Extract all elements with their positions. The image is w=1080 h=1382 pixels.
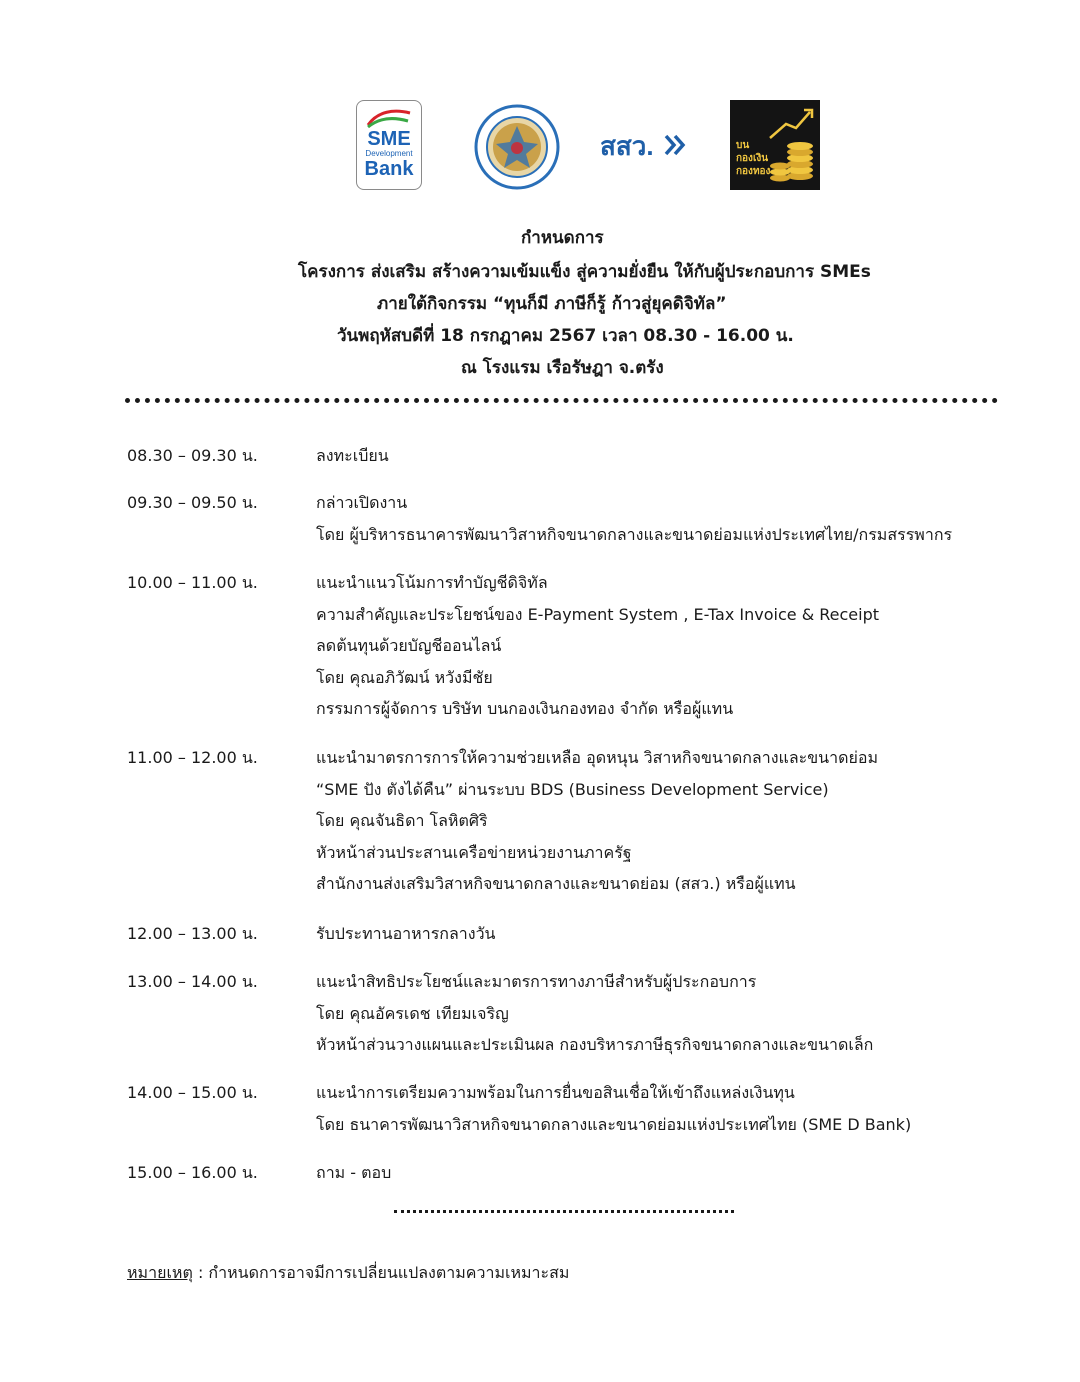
osmep-logo: [600, 128, 690, 162]
schedule-details: [316, 742, 878, 900]
end-divider: [394, 1210, 734, 1213]
sme-development-bank-logo: [356, 100, 422, 190]
revenue-seal-icon: [474, 104, 560, 190]
bon-logo-line3: กองทอง: [736, 166, 771, 177]
schedule-line: กล่าวเปิดงาน: [316, 493, 408, 512]
sme-logo-word: SME: [367, 128, 411, 150]
bon-logo-line2: กองเงิน: [736, 153, 769, 164]
schedule-line: หัวหน้าส่วนประสานเครือข่ายหน่วยงานภาครัฐ: [316, 842, 632, 862]
footnote-separator: :: [192, 1263, 209, 1282]
schedule-details: [316, 966, 873, 1061]
schedule-line: ถาม - ตอบ: [316, 1163, 392, 1182]
schedule-line: กรรมการผู้จัดการ บริษัท บนกองเงินกองทอง จำกัด หรือผู้แทน: [316, 699, 734, 718]
schedule-line: สำนักงานส่งเสริมวิสาหกิจขนาดกลางและขนาดย่อม (สสว.) หรือผู้แทน: [316, 874, 796, 893]
project-name: โครงการ ส่งเสริม สร้างความเข้มแข็ง สู่ความยั่งยืน ให้กับผู้ประกอบการ SMEs: [298, 262, 871, 282]
schedule-line: “SME ปัง ตังได้คืน” ผ่านระบบ BDS (Business Development Service): [316, 779, 829, 799]
schedule-time: 08.30 – 09.30 น.: [127, 446, 258, 465]
osmep-logo-mark: [600, 128, 690, 162]
activity-name: ภายใต้กิจกรรม “ทุนก็มี ภาษีก็รู้ ก้าวสู่ยุคดิจิทัล”: [377, 294, 727, 314]
schedule-line: แนะนำมาตรการการให้ความช่วยเหลือ อุดหนุน วิสาหกิจขนาดกลางและขนาดย่อม: [316, 748, 879, 767]
schedule-time: 11.00 – 12.00 น.: [127, 748, 258, 767]
schedule-time: 14.00 – 15.00 น.: [127, 1083, 258, 1102]
footnote-text: กำหนดการอาจมีการเปลี่ยนแปลงตามความเหมาะสม: [208, 1263, 570, 1282]
schedule-line: โดย คุณอัครเดช เทียมเจริญ: [316, 1003, 509, 1023]
logo-bar: [0, 98, 1080, 194]
schedule-details: [316, 1157, 391, 1189]
schedule-line: หัวหน้าส่วนวางแผนและประเมินผล กองบริหารภาษีธุรกิจขนาดกลางและขนาดเล็ก: [316, 1035, 874, 1054]
schedule-time: 12.00 – 13.00 น.: [127, 924, 258, 943]
schedule-time: 10.00 – 11.00 น.: [127, 573, 258, 592]
schedule-time: 13.00 – 14.00 น.: [127, 972, 258, 991]
schedule-line: โดย คุณอภิวัฒน์ หวังมีชัย: [316, 667, 493, 687]
schedule-line: ลดต้นทุนด้วยบัญชีออนไลน์: [316, 636, 502, 655]
schedule-details: [316, 487, 952, 550]
footnote-label: หมายเหตุ: [127, 1263, 193, 1282]
schedule-line: โดย คุณจันธิดา โลหิตศิริ: [316, 811, 488, 830]
gold-coins-icon: [730, 100, 820, 190]
schedule-details: [316, 918, 496, 950]
event-date-time: วันพฤหัสบดีที่ 18 กรกฎาคม 2567 เวลา 08.30 - 16.00 น.: [337, 326, 794, 346]
schedule-line: แนะนำแนวโน้มการทำบัญชีดิจิทัล: [316, 573, 548, 592]
header-divider: [125, 398, 998, 403]
bon-kong-ngern-logo: [730, 100, 820, 190]
schedule-details: [316, 1077, 911, 1140]
osmep-logo-text: สสว.: [600, 131, 654, 161]
schedule-line: โดย ผู้บริหารธนาคารพัฒนาวิสาหกิจขนาดกลางและขนาดย่อมแห่งประเทศไทย/กรมสรรพากร: [316, 524, 953, 544]
bon-logo-line1: บน: [736, 140, 750, 151]
schedule-details: [316, 440, 389, 472]
sme-swoosh-icon: [364, 107, 414, 129]
sme-logo-sub: Development: [365, 149, 413, 158]
event-venue: ณ โรงแรม เรือรัษฎา จ.ตรัง: [461, 358, 664, 378]
schedule-time: 09.30 – 09.50 น.: [127, 493, 258, 512]
schedule-line: โดย ธนาคารพัฒนาวิสาหกิจขนาดกลางและขนาดย่อมแห่งประเทศไทย (SME D Bank): [316, 1114, 912, 1134]
schedule-line: ลงทะเบียน: [316, 446, 389, 465]
agenda-title: กำหนดการ: [521, 228, 604, 248]
schedule-details: [316, 567, 879, 725]
sme-logo-bank: Bank: [364, 158, 414, 180]
revenue-department-seal: [474, 104, 560, 190]
schedule-line: รับประทานอาหารกลางวัน: [316, 924, 496, 943]
footnote: [127, 1260, 569, 1286]
schedule-line: ความสำคัญและประโยชน์ของ E-Payment System , E-Tax Invoice & Receipt: [316, 604, 880, 624]
schedule-line: แนะนำการเตรียมความพร้อมในการยื่นขอสินเชื่อให้เข้าถึงแหล่งเงินทุน: [316, 1083, 795, 1102]
schedule-line: แนะนำสิทธิประโยชน์และมาตรการทางภาษีสำหรับผู้ประกอบการ: [316, 972, 757, 991]
schedule-time: 15.00 – 16.00 น.: [127, 1163, 258, 1182]
